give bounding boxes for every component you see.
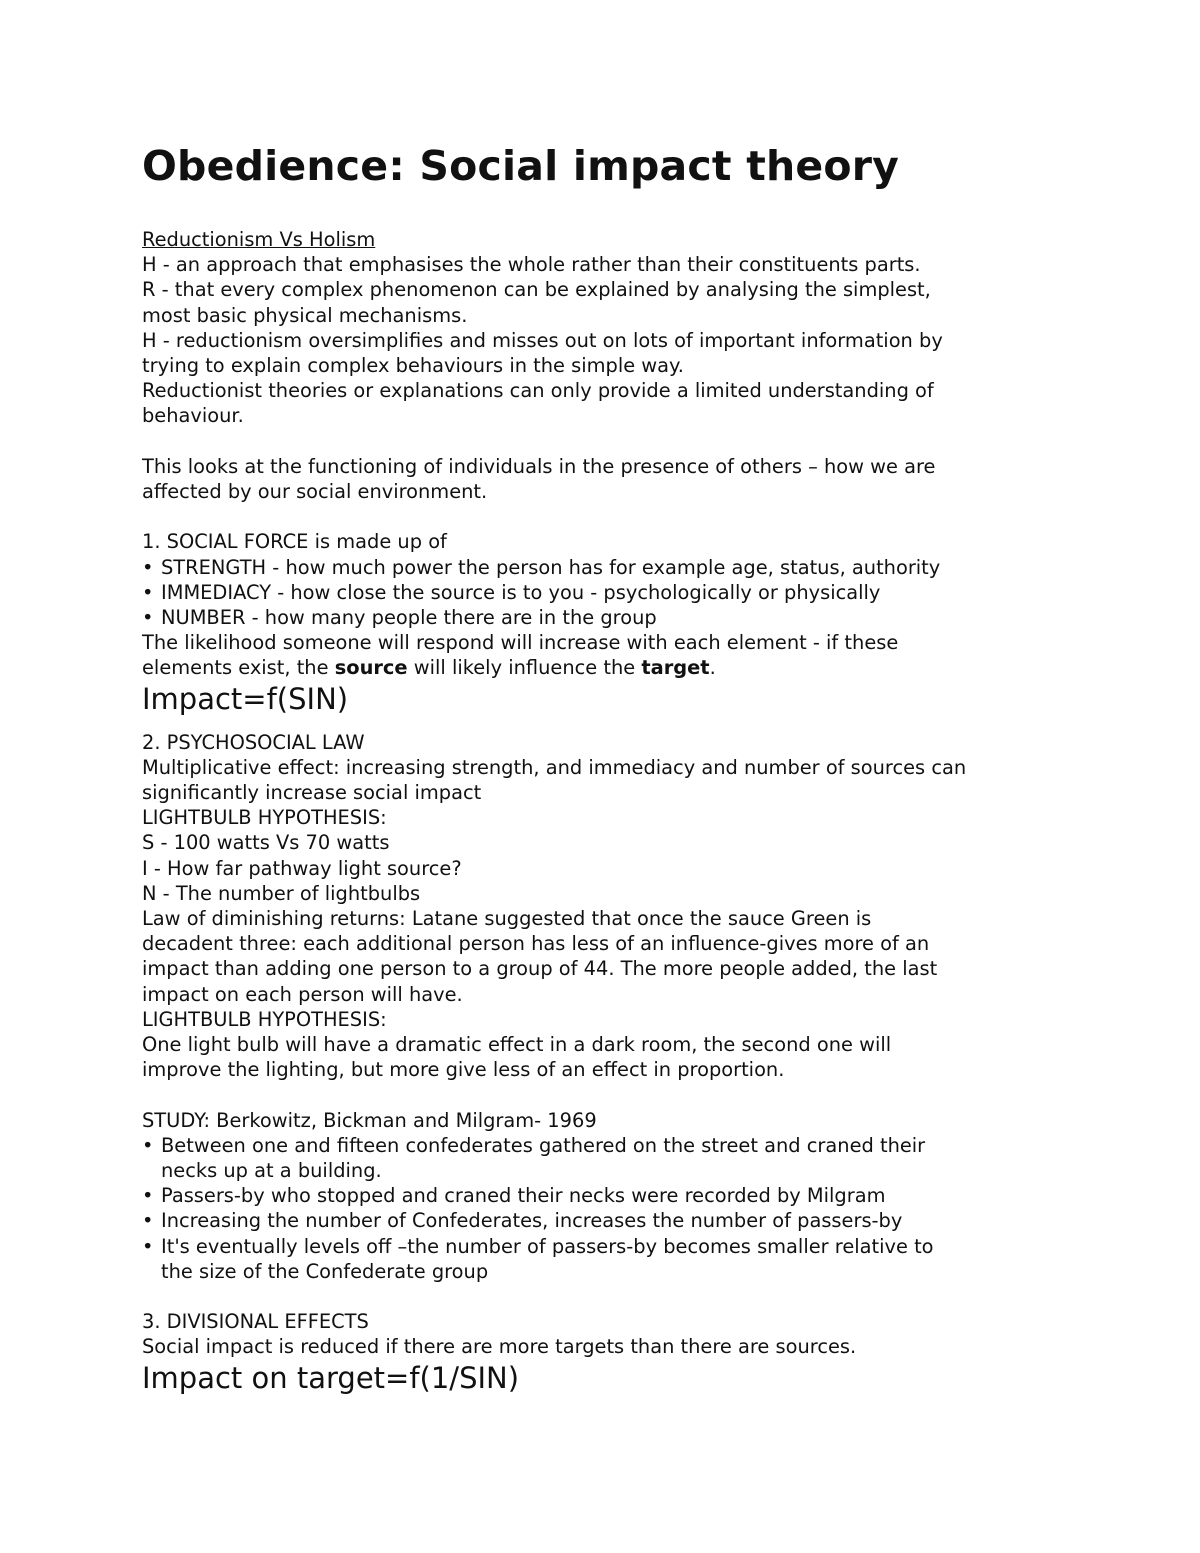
study-section (142, 1108, 1072, 1284)
bullet-marker: • (142, 606, 154, 630)
section-heading-study: STUDY: Berkowitz, Bickman and Milgram- 1969 (142, 1108, 597, 1132)
text-line: H - an approach that emphasises the whole rather than their constituents parts. (142, 253, 921, 277)
spacer (142, 1082, 1072, 1107)
text-line: most basic physical mechanisms. (142, 303, 468, 327)
list-item-text: NUMBER - how many people there are in the group (161, 606, 657, 630)
list-item (142, 1208, 1072, 1233)
text-line (142, 655, 1072, 680)
list-item (142, 1234, 1072, 1284)
text-line: Multiplicative effect: increasing strength, and immediacy and number of sources can (142, 755, 967, 779)
section-heading-divisional: 3. DIVISIONAL EFFECTS (142, 1310, 369, 1334)
text-line: Social impact is reduced if there are more targets than there are sources. (142, 1335, 857, 1359)
text-line: Reductionist theories or explanations can only provide a limited understanding of (142, 379, 934, 403)
text-segment: elements exist, the (142, 656, 335, 680)
text-segment: will likely influence the (407, 656, 642, 680)
text-line: The likelihood someone will respond will increase with each element - if these (142, 631, 899, 655)
list-item-line: Between one and fifteen confederates gathered on the street and craned their (161, 1133, 926, 1157)
list-item-line: necks up at a building. (161, 1159, 382, 1183)
bullet-marker: • (142, 1133, 154, 1157)
psychosocial-section (142, 730, 1072, 1083)
section-heading-psychosocial: 2. PSYCHOSOCIAL LAW (142, 730, 365, 754)
text-line: trying to explain complex behaviours in the simple way. (142, 354, 684, 378)
social-force-section (142, 529, 1072, 716)
bullet-marker: • (142, 1184, 154, 1208)
divisional-section (142, 1309, 1072, 1395)
section-heading-reductionism: Reductionism Vs Holism (142, 228, 376, 251)
list-item-text: Increasing the number of Confederates, increases the number of passers-by (161, 1209, 903, 1233)
text-line: R - that every complex phenomenon can be explained by analysing the simplest, (142, 278, 931, 302)
bullet-marker: • (142, 555, 154, 579)
list-item (142, 1183, 1072, 1208)
bold-term-target: target (641, 656, 710, 680)
list-item (142, 605, 1072, 630)
section-heading-social-force: 1. SOCIAL FORCE is made up of (142, 530, 447, 554)
text-line: I - How far pathway light source? (142, 856, 462, 880)
bullet-marker: • (142, 1209, 154, 1233)
formula-impact: Impact=f(SIN) (142, 681, 349, 716)
text-line: LIGHTBULB HYPOTHESIS: (142, 1007, 387, 1031)
bullet-marker: • (142, 580, 154, 604)
list-item-text: Passers-by who stopped and craned their necks were recorded by Milgram (161, 1184, 886, 1208)
text-line: S - 100 watts Vs 70 watts (142, 831, 390, 855)
spacer (142, 504, 1072, 529)
list-item-text: IMMEDIACY - how close the source is to you - psychologically or physically (161, 580, 881, 604)
document-page (142, 140, 1072, 1409)
list-item (142, 555, 1072, 580)
text-line: H - reductionism oversimplifies and misses out on lots of important information by (142, 328, 943, 352)
list-item-text: STRENGTH - how much power the person has for example age, status, authority (161, 555, 941, 579)
text-line: significantly increase social impact (142, 781, 482, 805)
list-item-line: the size of the Confederate group (161, 1259, 489, 1283)
list-item-line: It's eventually levels off –the number of passers-by becomes smaller relative to (161, 1234, 934, 1258)
text-segment: . (709, 656, 716, 680)
text-line: N - The number of lightbulbs (142, 881, 421, 905)
reductionism-section (142, 227, 1072, 429)
text-line: behaviour. (142, 404, 244, 428)
formula-impact-on-target: Impact on target=f(1/SIN) (142, 1360, 520, 1395)
spacer (142, 1284, 1072, 1309)
text-line: decadent three: each additional person has less of an influence-gives more of an (142, 932, 930, 956)
text-line: LIGHTBULB HYPOTHESIS: (142, 806, 387, 830)
text-line: impact than adding one person to a group of 44. The more people added, the last (142, 957, 938, 981)
list-item (142, 580, 1072, 605)
spacer (142, 429, 1072, 454)
text-line: improve the lighting, but more give less of an effect in proportion. (142, 1058, 785, 1082)
text-line: affected by our social environment. (142, 480, 488, 504)
bold-term-source: source (334, 656, 408, 680)
list-item-text (161, 1234, 934, 1284)
intro-paragraph (142, 454, 1072, 504)
bullet-marker: • (142, 1234, 154, 1258)
page-title: Obedience: Social impact theory (142, 142, 900, 190)
list-item (142, 1133, 1072, 1183)
text-line: Law of diminishing returns: Latane suggested that once the sauce Green is (142, 907, 872, 931)
list-item-text (161, 1133, 925, 1183)
text-line: This looks at the functioning of individuals in the presence of others – how we are (142, 454, 936, 478)
text-line: impact on each person will have. (142, 982, 463, 1006)
text-line: One light bulb will have a dramatic effect in a dark room, the second one will (142, 1033, 892, 1057)
